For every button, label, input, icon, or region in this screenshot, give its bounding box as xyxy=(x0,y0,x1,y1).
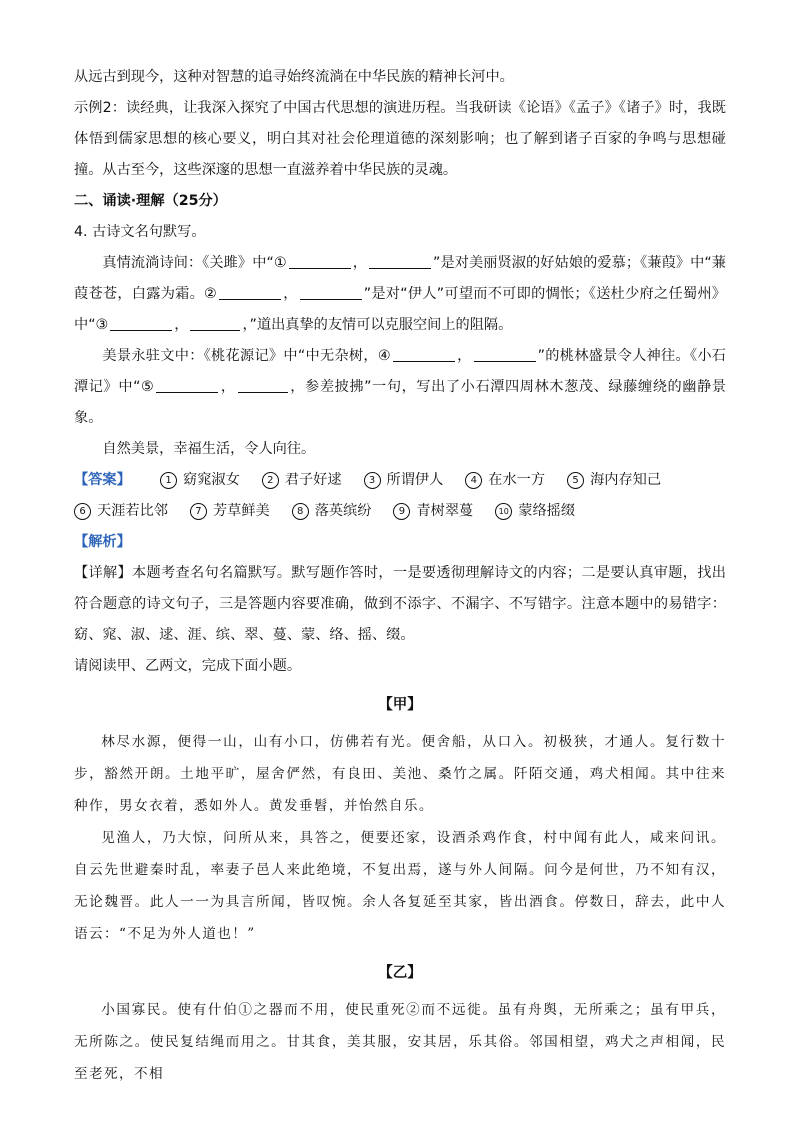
circled-number: 5 xyxy=(567,472,584,489)
answer-text: 所谓伊人 xyxy=(386,472,444,488)
q4-p1-text-b: ”是对美丽贤淑的好姑娘的爱慕；《蒹葭》中“蒹葭苍苍，白露为霜。② xyxy=(74,255,726,302)
text-yi-paragraph-1: 小国寡民。使有什伯①之器而不用，使民重死②而不远徙。虽有舟舆，无所乘之；虽有甲兵，无所陈之。使民复结绳而用之。甘其食，美其服，安其居，乐其俗。邻国相望，鸡犬之声相闻，民至老死，不相 xyxy=(74,1002,726,1082)
answer-text: 君子好逑 xyxy=(284,472,342,488)
circled-number: 3 xyxy=(364,472,381,489)
circled-number: 1 xyxy=(160,472,177,489)
answer-item xyxy=(160,465,240,496)
q4-p1-text-a: 真情流淌诗间：《关雎》中“① xyxy=(102,255,287,271)
circled-number: 8 xyxy=(292,503,309,520)
answer-tag: 【答案】 xyxy=(74,472,131,488)
fill-blank-2[interactable] xyxy=(369,252,431,269)
question-4-paragraph-3: 自然美景，幸福生活，令人向往。 xyxy=(102,441,316,457)
answer-item xyxy=(190,496,270,527)
reading-prompt: 请阅读甲、乙两文，完成下面小题。 xyxy=(74,658,302,674)
intro-line: 从远古到现今，这种对智慧的追寻始终流淌在中华民族的精神长河中。 xyxy=(74,69,514,85)
detail-text: 本题考查名句名篇默写。默写题作答时，一是要透彻理解诗文的内容；二是要认真审题，找出符合题意的诗文句子，三是答题内容要准确，做到不添字、不漏字、不写错字。注意本题中的易错字：窈、窕、淑、逑、涯、缤、翠、蔓、蒙、络、摇、缀。 xyxy=(74,565,726,643)
q4-p2-text-c: ，参差披拂”一句，写出了小石潭四周林木葱茂、绿藤缠绕的幽静景象。 xyxy=(74,379,726,426)
fill-blank-10[interactable] xyxy=(238,376,288,393)
document-page xyxy=(74,62,726,1090)
text-yi-title: 【乙】 xyxy=(378,965,422,981)
circled-number: 2 xyxy=(262,472,279,489)
question-4-title: 4. 古诗文名句默写。 xyxy=(74,224,206,240)
answer-text: 天涯若比邻 xyxy=(97,503,168,519)
analysis-detail xyxy=(74,558,726,651)
fill-blank-9[interactable] xyxy=(156,376,218,393)
answer-item xyxy=(364,465,444,496)
answer-text: 蒙络摇缀 xyxy=(518,503,576,519)
text-jia-paragraph-1: 林尽水源，便得一山，山有小口，仿佛若有光。便舍船，从口入。初极狭，才通人。复行数十步，豁然开朗。土地平旷，屋舍俨然，有良田、美池、桑竹之属。阡陌交通，鸡犬相闻。其中往来种作，男女衣着，悉如外人。黄发垂髫，并怡然自乐。 xyxy=(74,734,726,814)
separator: ， xyxy=(220,379,236,395)
analysis-tag: 【解析】 xyxy=(74,534,131,550)
answer-text: 青树翠蔓 xyxy=(416,503,474,519)
q4-p2-text-a: 美景永驻文中：《桃花源记》中“中无杂树，④ xyxy=(102,348,391,364)
q4-p2-text-b: ”的桃林盛景令人神往。《小石潭记》中“⑤ xyxy=(74,348,726,395)
answer-row-2 xyxy=(74,496,726,527)
circled-number: 10 xyxy=(495,503,512,520)
fill-blank-3[interactable] xyxy=(219,283,281,300)
fill-blank-1[interactable] xyxy=(289,252,351,269)
separator: ， xyxy=(456,348,472,364)
circled-number: 9 xyxy=(393,503,410,520)
answer-row-1 xyxy=(74,465,726,496)
fill-blank-6[interactable] xyxy=(190,314,240,331)
analysis-header xyxy=(74,527,726,558)
q4-p1-text-d: ，”道出真挚的友情可以克服空间上的阻隔。 xyxy=(242,317,513,333)
section-title: 二、诵读·理解（25分） xyxy=(74,193,227,209)
question-4-paragraph-2 xyxy=(74,341,726,434)
circled-number: 4 xyxy=(465,472,482,489)
answer-item xyxy=(262,465,342,496)
answer-text: 窈窕淑女 xyxy=(183,472,240,488)
text-jia-title: 【甲】 xyxy=(378,697,422,713)
q4-p1-text-c: ”是对“伊人”可望而不可即的惆怅；《送杜少府之任蜀州》中“③ xyxy=(74,286,726,333)
separator: ， xyxy=(174,317,189,333)
circled-number: 7 xyxy=(190,503,207,520)
example-2: 示例2：读经典，让我深入探究了中国古代思想的演进历程。当我研读《论语》《孟子》《诸子》时，我既体悟到儒家思想的核心要义，明白其对社会伦理道德的深刻影响；也了解到诸子百家的争鸣与思想碰撞。从古至今，这些深邃的思想一直滋养着中华民族的灵魂。 xyxy=(74,100,726,178)
separator: ， xyxy=(283,286,298,302)
fill-blank-5[interactable] xyxy=(110,314,172,331)
fill-blank-7[interactable] xyxy=(393,345,455,362)
answer-list xyxy=(74,496,597,527)
answer-text: 落英缤纷 xyxy=(314,503,372,519)
answer-item xyxy=(567,465,661,496)
separator: ， xyxy=(352,255,368,271)
answer-list xyxy=(160,465,726,496)
answer-item xyxy=(495,496,575,527)
answer-text: 海内存知己 xyxy=(590,472,662,488)
answer-text: 芳草鲜美 xyxy=(212,503,270,519)
answer-item xyxy=(465,465,545,496)
circled-number: 6 xyxy=(74,503,91,520)
fill-blank-8[interactable] xyxy=(474,345,536,362)
answer-item xyxy=(393,496,473,527)
fill-blank-4[interactable] xyxy=(300,283,362,300)
answer-item xyxy=(74,496,168,527)
question-4-paragraph-1 xyxy=(74,248,726,341)
text-jia-paragraph-2: 见渔人，乃大惊，问所从来，具答之，便要还家，设酒杀鸡作食，村中闻有此人，咸来问讯。自云先世避秦时乱，率妻子邑人来此绝境，不复出焉，遂与外人间隔。问今是何世，乃不知有汉，无论魏晋。此人一一为具言所闻，皆叹惋。余人各复延至其家，皆出酒食。停数日，辞去，此中人语云：“不足为外人道也！” xyxy=(74,830,726,942)
detail-tag: 【详解】 xyxy=(74,565,132,581)
answer-item xyxy=(292,496,372,527)
answer-text: 在水一方 xyxy=(488,472,546,488)
